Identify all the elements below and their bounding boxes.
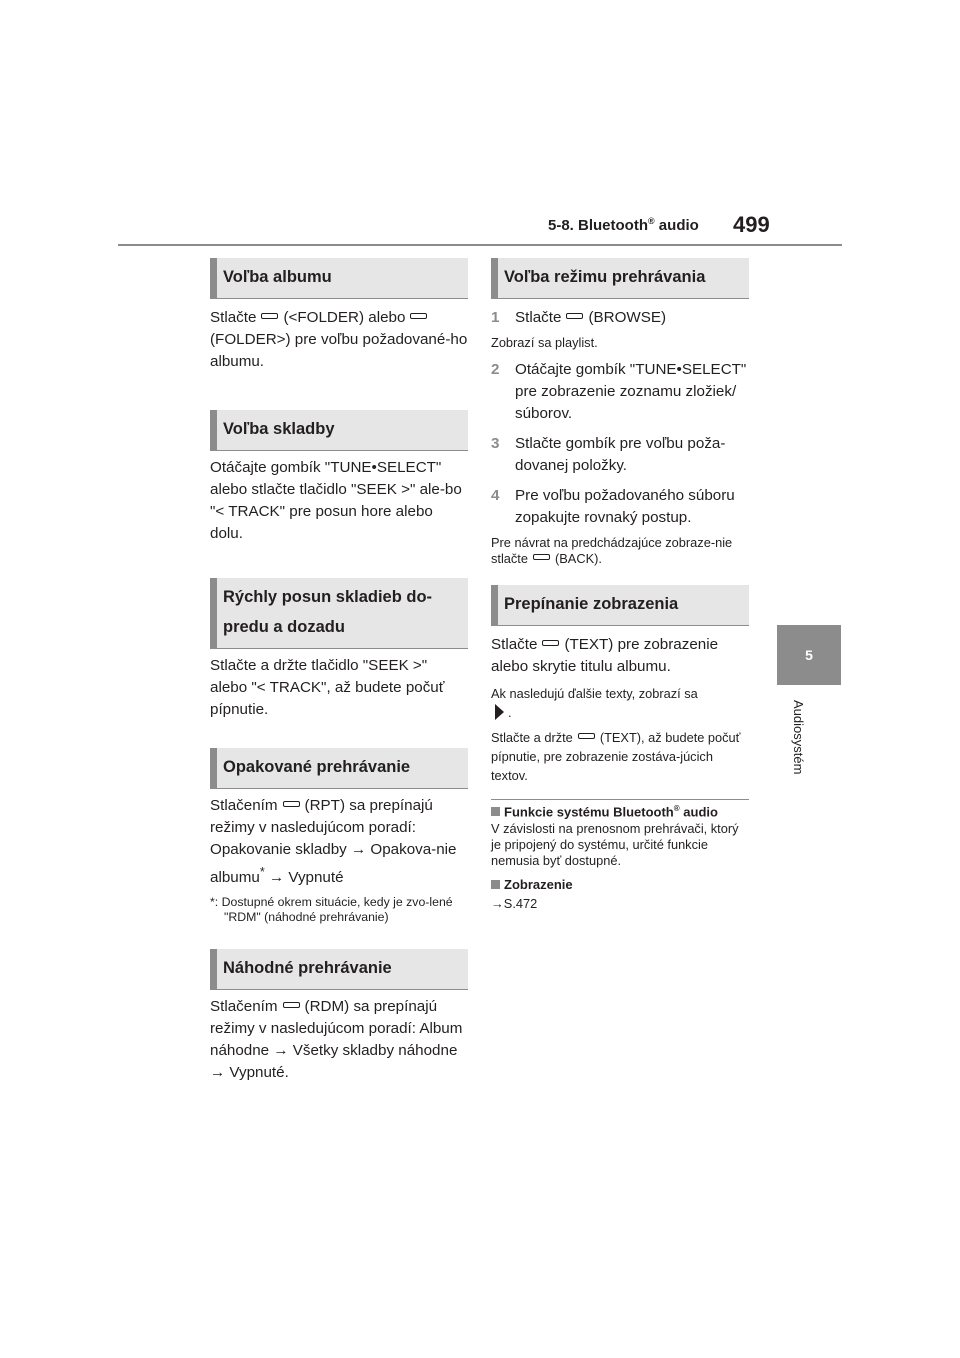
track-text: Otáčajte gombík "TUNE•SELECT" alebo stlačte tlačidlo "SEEK >" ale-bo "< TRACK" pre posun hore alebo dolu. (210, 459, 462, 542)
button-icon (566, 313, 583, 319)
album-text: Stlačte (<FOLDER) alebo(FOLDER>) pre voľbu požadované-ho albumu. (210, 309, 468, 370)
button-icon (261, 313, 278, 319)
step-4: 4 Pre voľbu požadovaného súboru zopakujte rovnaký postup. (491, 487, 735, 526)
disp-ref: →S.472 (491, 896, 538, 912)
func-heading: Funkcie systému Bluetooth® audio (491, 804, 749, 819)
repeat-text: Stlačením (RPT) sa prepínajú režimy v nasledujúcom poradí: Opakovanie skladby → Opakova-nie albumu* → Vypnuté (210, 797, 457, 887)
heading-display: Prepínanie zobrazenia (491, 585, 749, 626)
bullet-square-icon (491, 807, 500, 816)
hold-text-note: Stlačte a držte (TEXT), až budete počuť pípnutie, pre zobrazenie zostáva-júcich textov. (491, 730, 741, 783)
chapter-label: Audiosystém (791, 700, 806, 775)
display-text: Stlačte (TEXT) pre zobrazenie alebo skrytie titulu albumu. (491, 636, 719, 675)
step-3: 3 Stlačte gombík pre voľbu poža-dovanej položky. (491, 435, 726, 474)
heading-repeat: Opakované prehrávanie (210, 748, 468, 789)
repeat-note: *: Dostupné okrem situácie, kedy je zvo-lené "RDM" (náhodné prehrávanie) (210, 895, 453, 925)
right-column (491, 258, 749, 912)
heading-fast: Rýchly posun skladieb do-predu a dozadu (210, 578, 468, 649)
heading-album: Voľba albumu (210, 258, 468, 299)
next-arrow-icon (495, 704, 504, 720)
page-number: 499 (733, 212, 770, 237)
back-note: Pre návrat na predchádzajúce zobraze-nie stlačte (BACK). (491, 535, 733, 566)
heading-random: Náhodné prehrávanie (210, 949, 468, 990)
random-text: Stlačením (RDM) sa prepínajú režimy v nasledujúcom poradí: Album náhodne → Všetky skladby náhodne → Vypnuté. (210, 998, 463, 1082)
button-icon (283, 801, 300, 807)
left-column (210, 258, 468, 1084)
button-icon (533, 554, 550, 560)
button-icon (542, 640, 559, 646)
heading-mode: Voľba režimu prehrávania (491, 258, 749, 299)
step-1: 1 Stlačte (BROWSE) (491, 309, 667, 326)
button-icon (410, 313, 427, 319)
more-text-note: Ak nasledujú ďalšie texty, zobrazí sa . (491, 686, 698, 720)
step-1-note: Zobrazí sa playlist. (491, 335, 598, 350)
heading-track: Voľba skladby (210, 410, 468, 451)
section-title: 5-8. Bluetooth® audio (548, 216, 699, 234)
button-icon (283, 1002, 300, 1008)
step-2: 2 Otáčajte gombík "TUNE•SELECT" pre zobrazenie zoznamu zložiek/ súborov. (491, 361, 747, 422)
button-icon (578, 733, 595, 739)
disp-heading: Zobrazenie (491, 877, 749, 892)
chapter-tab: 5 (777, 625, 841, 685)
header-divider (118, 244, 842, 246)
func-text: V závislosti na prenosnom prehrávači, ktorý je pripojený do systému, určité funkcie nemusia byť dostupné. (491, 821, 739, 869)
fast-text: Stlačte a držte tlačidlo "SEEK >" alebo "< TRACK", až budete počuť pípnutie. (210, 657, 445, 718)
section-divider (491, 799, 749, 800)
bullet-square-icon (491, 880, 500, 889)
